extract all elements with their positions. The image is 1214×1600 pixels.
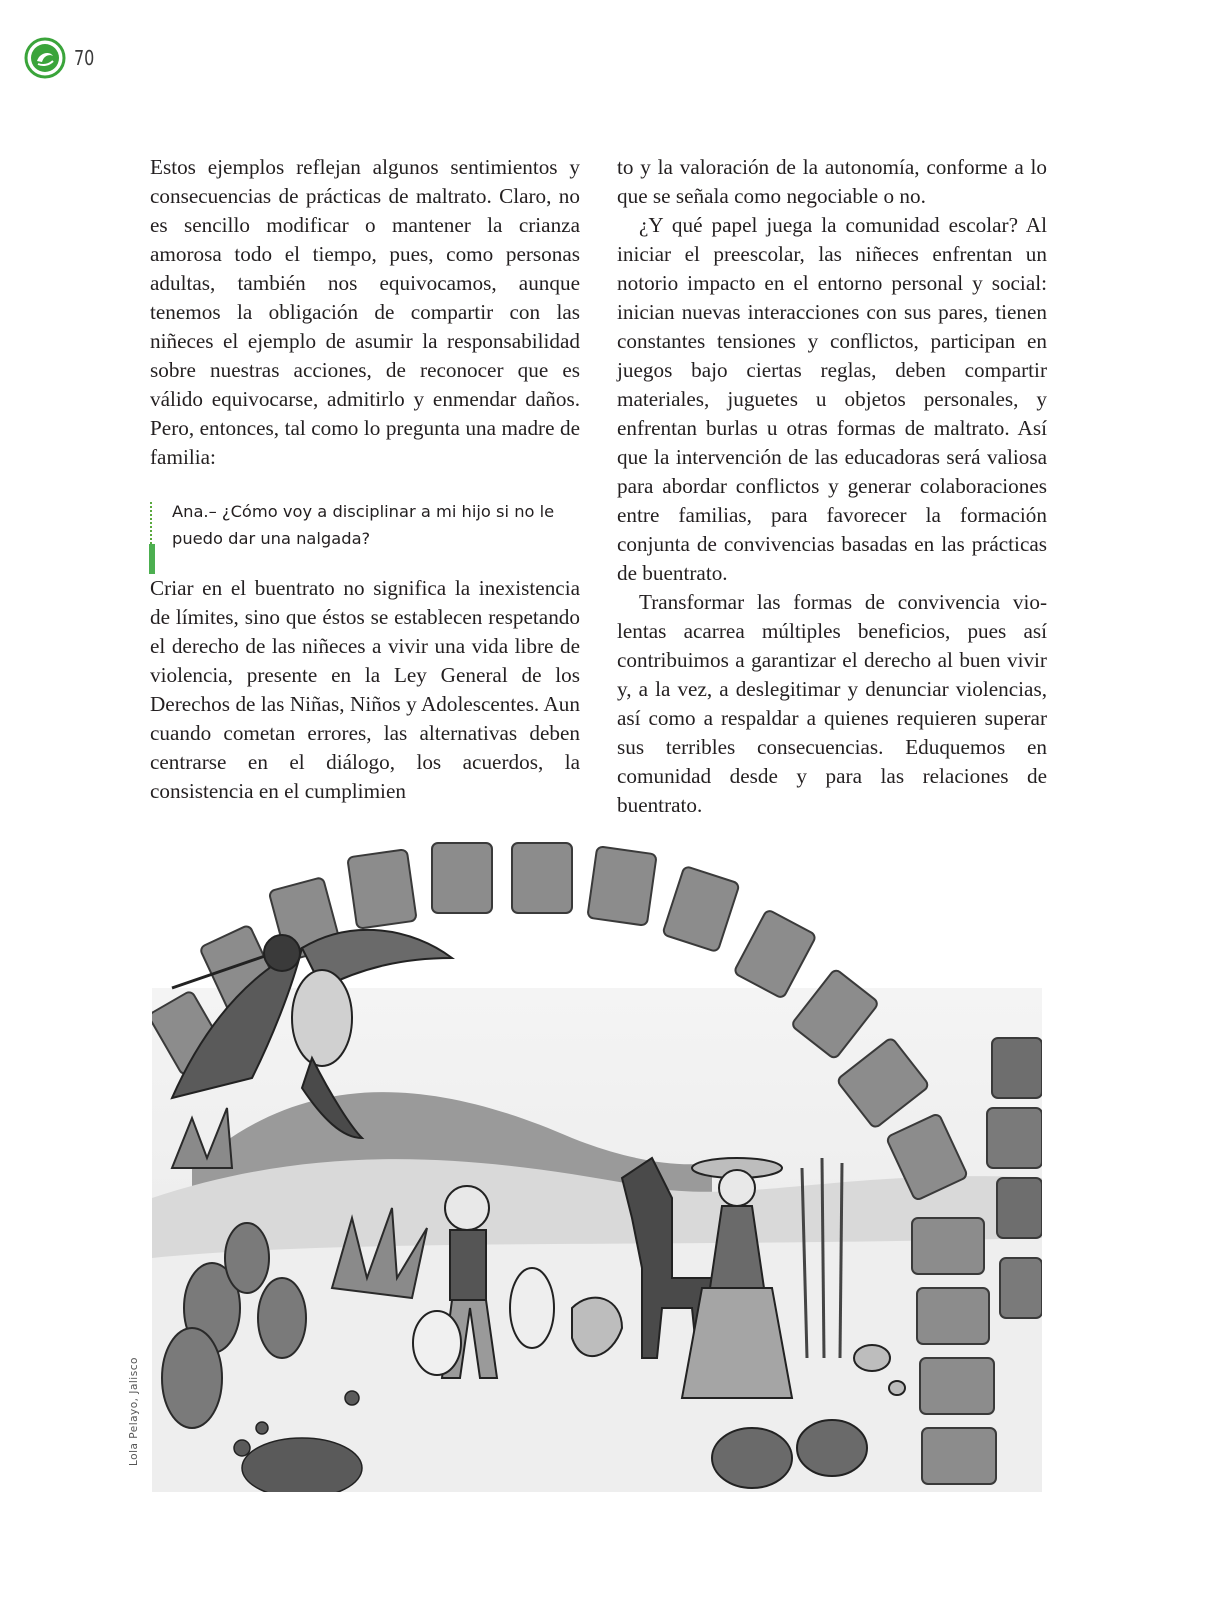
body-paragraph: Criar en el buentrato no significa la inexistencia de límites, sino que éstos se establecen respetando el derecho de las niñeces a vivir una vida libre de violencia, presente en la Ley General de los Derechos de las Niñas, Niños y Adolescentes. Aun cuando cometan errores, las alternativas deben centrarse en el diálogo, los acuerdos, la consistencia en el cumplimien bbox=[150, 576, 580, 803]
body-paragraph: Estos ejemplos reflejan algunos sentimientos y consecuencias de prácticas de maltrato. Claro, no es sencillo modificar o mantener la crianza amorosa todo el tiempo, pues, como personas adultas, también nos equivocamos, aunque tenemos la obligación de compartir con las niñeces el ejemplo de asumir la responsabilidad sobre nuestras acciones, de reconocer que es válido equivocarse, admitirlo y enmendar daños. Pero, entonces, tal como lo pregunta una madre de familia: bbox=[150, 155, 580, 469]
left-column bbox=[150, 153, 580, 806]
pull-quote bbox=[150, 498, 580, 552]
right-column bbox=[617, 153, 1047, 820]
quote-text: Ana.– ¿Cómo voy a disciplinar a mi hijo si no le puedo dar una nalgada? bbox=[172, 502, 555, 548]
quote-dotted-rule bbox=[150, 502, 152, 544]
body-paragraph: to y la valoración de la autonomía, conforme a lo que se señala como negociable o no. bbox=[617, 155, 1047, 208]
body-paragraph: Transformar las formas de convivencia violentas acarrea múltiples beneficios, pues así contribuimos a garantizar el derecho al buen vivir y, a la vez, a deslegitimar y denunciar violencias, así como a respaldar a quienes requieren superar sus terribles consecuencias. Eduquemos en comunidad desde y para las relaciones de buentrato. bbox=[617, 590, 1047, 817]
quote-accent-bar bbox=[149, 544, 155, 574]
illustration-arch-scene bbox=[152, 838, 1042, 1492]
body-paragraph: ¿Y qué papel juega la comunidad escolar? Al iniciar el preescolar, las niñeces enfrentan un notorio impacto en el entorno personal y social: inician nuevas interacciones con sus pares, tienen constantes tensiones y conflictos, participan en juegos bajo ciertas reglas, deben compartir materiales, juguetes u objetos personales, y enfrentan burlas u otras formas de maltrato. Así que la intervención de las educadoras será valiosa para abordar conflictos y generar colaboraciones entre familias, para favorecer la formación conjunta de convivencias basadas en las prácticas de buentrato. bbox=[617, 213, 1047, 585]
page-number: 70 bbox=[74, 46, 95, 70]
illustration-credit: Lola Pelayo, Jalisco bbox=[128, 1357, 140, 1466]
book-logo-icon bbox=[24, 37, 66, 79]
page-header bbox=[24, 38, 99, 78]
